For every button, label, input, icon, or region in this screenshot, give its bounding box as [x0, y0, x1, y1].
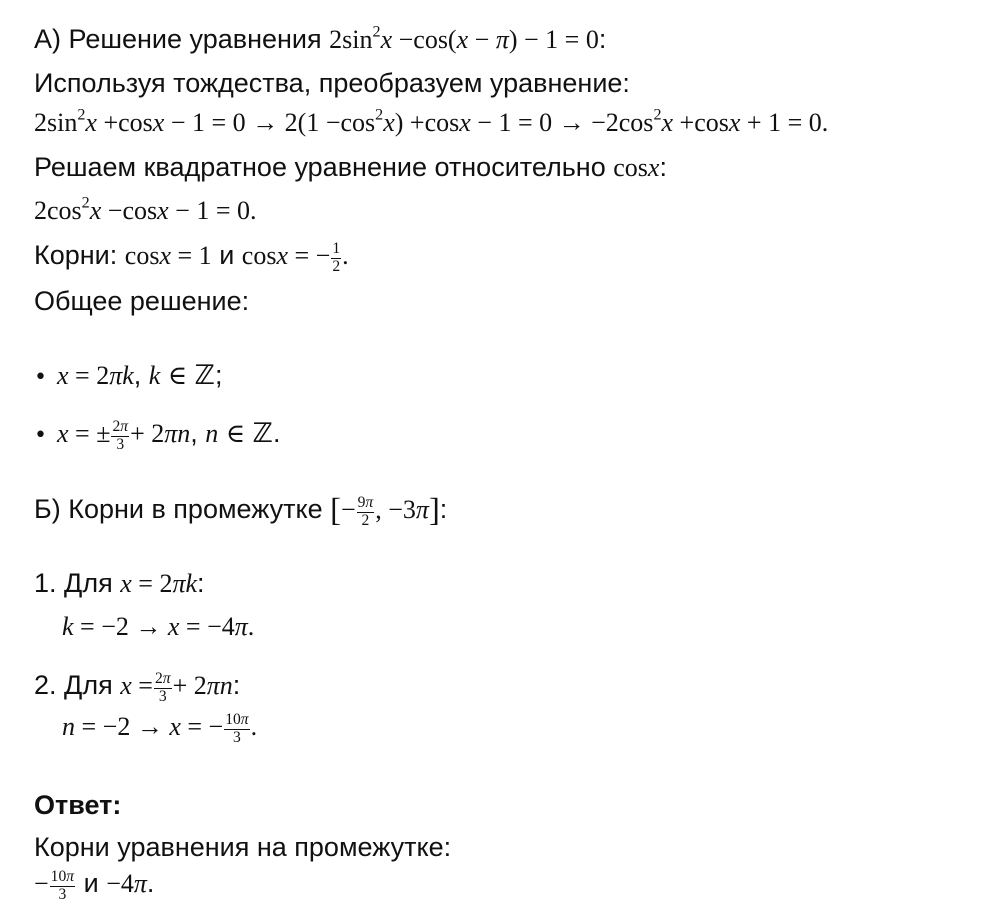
case-1-number: 1. — [34, 568, 57, 598]
part-a-heading: А) Решение уравнения $2\sin^2x -\cos(x - \pi) - 1 = 0$: — [34, 23, 607, 54]
interval: [− $\frac{9\pi}{2}$ , −3π] — [330, 492, 440, 529]
answer-value-1: − $\frac{10\pi}{3}$ — [34, 868, 75, 903]
solution-item-2: • x = ± $\frac{2\pi}{3}$ + 2πn, n ∈ ℤ. — [34, 418, 281, 453]
case-2-heading: 2. Для x = $\frac{2\pi}{3}$ + 2πn: — [34, 670, 241, 705]
general-label: Общее решение: — [34, 286, 250, 316]
case-1-step: k = −2 → x = −4π. — [62, 612, 255, 641]
bullet-icon: • — [34, 365, 47, 390]
case-2-label: Для — [64, 670, 113, 700]
roots-conj: и — [219, 240, 235, 270]
identity-text: Используя тождества, преобразуем уравнение: — [34, 68, 630, 98]
part-b-heading-text: Б) Корни в промежутке — [34, 494, 323, 524]
quadratic-intro: Решаем квадратное уравнение относительно cosx: — [34, 152, 667, 182]
root-1: cosx = 1 — [124, 241, 212, 270]
transform-chain: $2\sin^2x +\cos x - 1 = 0 \to 2(1 -\cos^2x) +\cos x - 1 = 0 \to -2\cos^2x +\cos x + 1 = 0$. — [34, 106, 829, 137]
solution-item-1: • x = 2πk, k ∈ ℤ; — [34, 360, 223, 391]
answer-value-2: −4π — [106, 869, 147, 898]
part-a-heading-text: А) Решение уравнения — [34, 24, 322, 54]
answer-title: Ответ: — [34, 790, 122, 820]
main-equation: $2\sin^2x -\cos(x - \pi) - 1 = 0$ — [329, 23, 599, 54]
roots-label: Корни: — [34, 240, 118, 270]
case-2-number: 2. — [34, 670, 57, 700]
quadratic-text: Решаем квадратное уравнение относительно — [34, 152, 606, 182]
quadratic-var: cosx — [613, 153, 660, 182]
case-1-label: Для — [64, 568, 113, 598]
answer-text: Корни уравнения на промежутке: — [34, 832, 452, 862]
quadratic-equation: $2\cos^2x -\cos x - 1 = 0$. — [34, 194, 257, 225]
bullet-icon: • — [34, 423, 47, 448]
case-2-step: n = −2 → x = − $\frac{10\pi}{3}$ . — [62, 711, 258, 746]
root-2: cosx = − $\frac{1}{2}$ . — [241, 240, 349, 275]
case-2-formula: x = $\frac{2\pi}{3}$ + 2πn — [120, 670, 233, 705]
answer-conj: и — [83, 868, 99, 898]
answer-values: − $\frac{10\pi}{3}$ и −4π. — [34, 868, 155, 903]
case-1-formula: x = 2πk — [120, 569, 198, 598]
case-1-heading: 1. Для x = 2πk: — [34, 568, 205, 598]
part-b-heading: Б) Корни в промежутке [− $\frac{9\pi}{2}$ , −3π]: — [34, 492, 448, 529]
roots-line — [34, 238, 349, 275]
